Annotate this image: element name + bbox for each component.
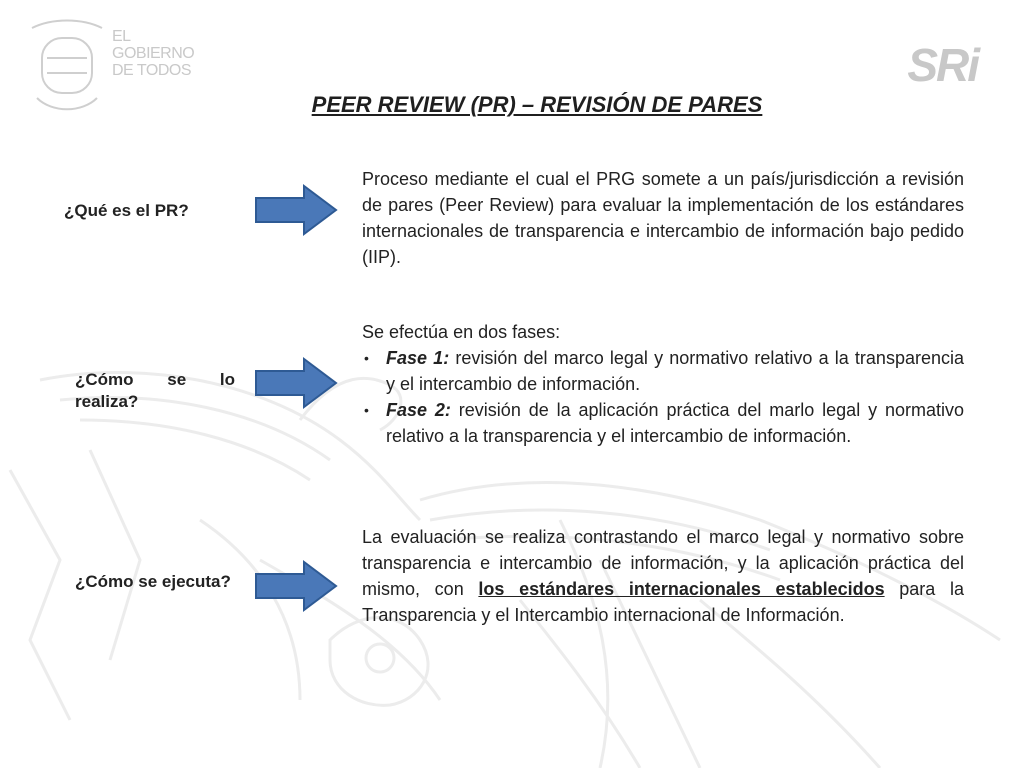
list-item <box>362 345 964 397</box>
phase-1-label: Fase 1: <box>386 348 450 368</box>
answer-text-after: para la Transparencia y el Intercambio internacional de Información. <box>362 579 964 625</box>
phase-2-text: revisión de la aplicación práctica del marlo legal y normativo relativo a la transparencia y el intercambio de información. <box>386 400 964 446</box>
arrow-right-icon <box>252 560 338 612</box>
question-what-is-pr: ¿Qué es el PR? <box>64 201 189 220</box>
question-how-is-it-done: ¿Cómo se lo realiza? <box>75 370 235 411</box>
sri-logo: SRi <box>907 39 978 91</box>
phases-intro: Se efectúa en dos fases: <box>362 322 561 342</box>
phase-1-text: revisión del marco legal y normativo relativo a la transparencia y el intercambio de información. <box>386 348 964 394</box>
answer-what-is-pr: Proceso mediante el cual el PRG somete a un país/jurisdicción a revisión de pares (Peer Review) para evaluar la implementación de los estándares internacionales de transparencia e intercambio de información bajo pedido (IIP). <box>362 169 964 267</box>
answer-how-is-it-executed <box>362 524 964 628</box>
answer-how-is-it-done <box>362 319 964 449</box>
list-item <box>362 397 964 449</box>
phases-list <box>362 345 964 449</box>
government-logo-text: EL GOBIERNO DE TODOS <box>112 28 195 79</box>
phase-2-label: Fase 2: <box>386 400 451 420</box>
arrow-right-icon <box>252 184 338 236</box>
answer-text-before: La evaluación se realiza contrastando el marco legal y normativo sobre transparencia e intercambio de información, y la aplicación práctica del mismo, con <box>362 527 964 599</box>
arrow-right-icon <box>252 357 338 409</box>
question-how-is-it-executed: ¿Cómo se ejecuta? <box>75 572 231 591</box>
answer-emphasis: los estándares internacionales establecidos <box>478 579 885 599</box>
page-title: PEER REVIEW (PR) – REVISIÓN DE PARES <box>311 92 763 117</box>
bullet-icon: • <box>364 402 369 418</box>
bullet-icon: • <box>364 350 369 366</box>
